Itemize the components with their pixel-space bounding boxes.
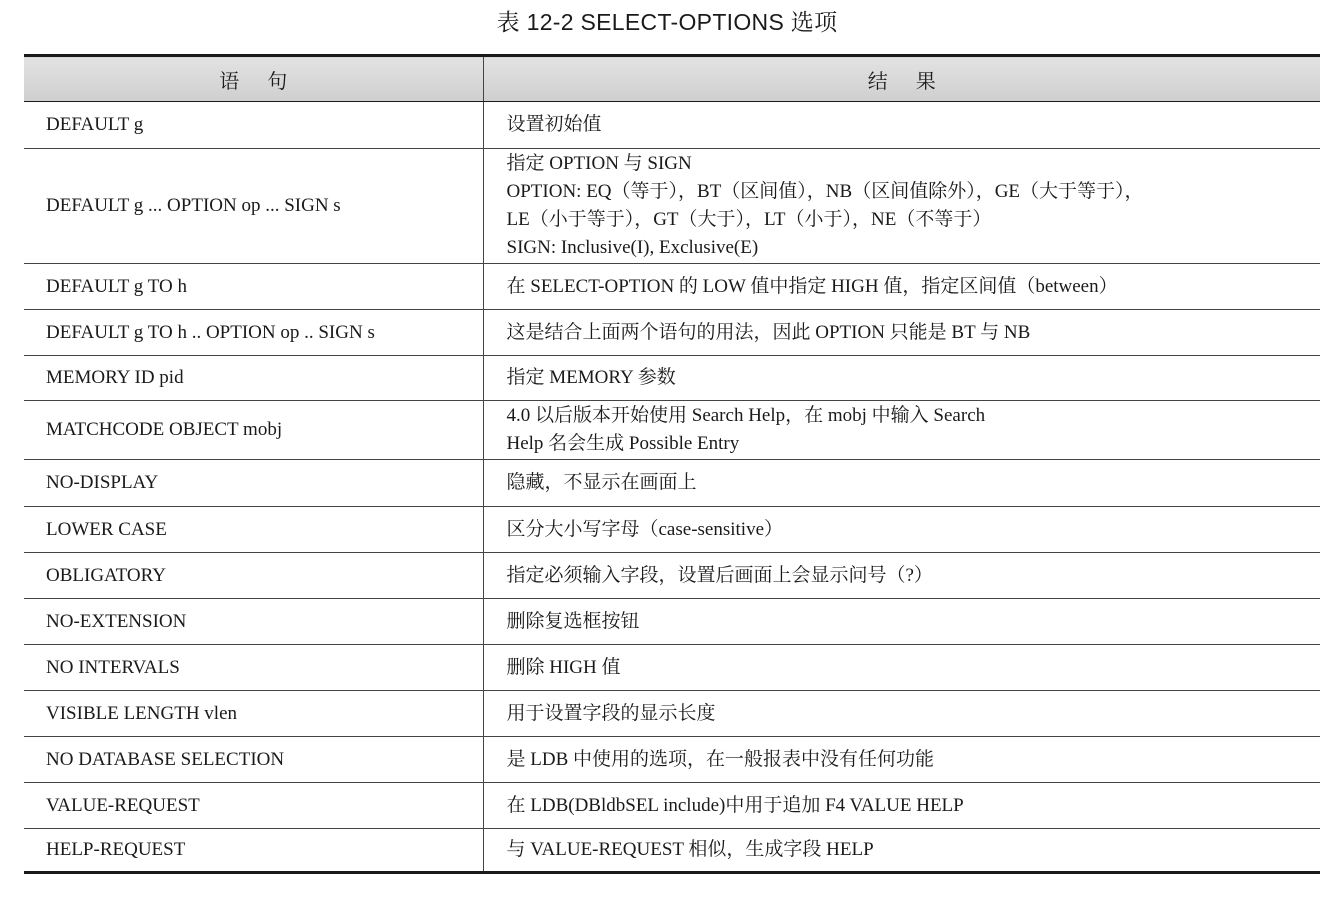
table-row xyxy=(24,599,1320,645)
select-options-table xyxy=(24,54,1320,874)
result-line: 删除复选框按钮 xyxy=(506,610,640,632)
result-cell xyxy=(483,356,1320,401)
result-line: 指定 OPTION 与 SIGN xyxy=(506,153,692,174)
result-line: OPTION: EQ（等于），BT（区间值），NB（区间值除外），GE（大于等于）， xyxy=(506,181,1144,202)
statement-cell: DEFAULT g TO h .. OPTION op .. SIGN s xyxy=(24,310,483,356)
result-cell xyxy=(483,102,1320,149)
statement-cell: VALUE-REQUEST xyxy=(24,783,483,829)
result-line: 是 LDB 中使用的选项，在一般报表中没有任何功能 xyxy=(506,748,935,770)
table-row xyxy=(24,645,1320,691)
result-line: 指定必须输入字段，设置后画面上会显示问号（?） xyxy=(506,564,933,586)
statement-cell: NO DATABASE SELECTION xyxy=(24,737,483,783)
statement-cell: NO-EXTENSION xyxy=(24,599,483,645)
result-line: 与 VALUE-REQUEST 相似，生成字段 HELP xyxy=(506,839,874,860)
statement-cell: OBLIGATORY xyxy=(24,553,483,599)
result-line: 在 LDB(DBldbSEL include)中用于追加 F4 VALUE HELP xyxy=(506,794,964,816)
statement-cell: MEMORY ID pid xyxy=(24,356,483,401)
result-line: 用于设置字段的显示长度 xyxy=(506,702,716,724)
statement-cell: DEFAULT g xyxy=(24,102,483,149)
statement-cell: MATCHCODE OBJECT mobj xyxy=(24,401,483,460)
table-row xyxy=(24,401,1320,460)
result-cell xyxy=(483,829,1320,873)
result-cell xyxy=(483,149,1320,264)
result-line: 这是结合上面两个语句的用法，因此 OPTION 只能是 BT 与 NB xyxy=(506,321,1031,343)
table-row xyxy=(24,783,1320,829)
result-cell xyxy=(483,737,1320,783)
result-line: 指定 MEMORY 参数 xyxy=(506,367,676,388)
header-result: 结果 xyxy=(483,56,1320,102)
statement-cell: LOWER CASE xyxy=(24,507,483,553)
result-line: 区分大小写字母（case-sensitive） xyxy=(506,518,784,540)
statement-cell: DEFAULT g ... OPTION op ... SIGN s xyxy=(24,149,483,264)
table-row xyxy=(24,264,1320,310)
result-line: SIGN: Inclusive(I), Exclusive(E) xyxy=(506,237,759,258)
table-row xyxy=(24,553,1320,599)
table-row xyxy=(24,102,1320,149)
result-cell xyxy=(483,401,1320,460)
header-statement: 语句 xyxy=(24,56,483,102)
statement-cell: NO-DISPLAY xyxy=(24,460,483,507)
result-line: 隐藏，不显示在画面上 xyxy=(506,472,697,493)
result-cell xyxy=(483,599,1320,645)
table-row xyxy=(24,507,1320,553)
table-row xyxy=(24,356,1320,401)
table-row xyxy=(24,460,1320,507)
result-cell xyxy=(483,460,1320,507)
table-row xyxy=(24,737,1320,783)
result-line: Help 名会生成 Possible Entry xyxy=(506,433,740,454)
table-row xyxy=(24,691,1320,737)
result-line: 设置初始值 xyxy=(506,114,602,135)
statement-cell: NO INTERVALS xyxy=(24,645,483,691)
result-cell xyxy=(483,264,1320,310)
result-line: 删除 HIGH 值 xyxy=(506,656,621,678)
table-row xyxy=(24,829,1320,873)
statement-cell: DEFAULT g TO h xyxy=(24,264,483,310)
result-line: LE（小于等于），GT（大于），LT（小于），NE（不等于） xyxy=(506,209,992,230)
table-header-row xyxy=(24,56,1320,102)
result-line: 4.0 以后版本开始使用 Search Help，在 mobj 中输入 Search xyxy=(506,405,986,426)
result-cell xyxy=(483,553,1320,599)
result-cell xyxy=(483,645,1320,691)
result-cell xyxy=(483,691,1320,737)
result-line: 在 SELECT-OPTION 的 LOW 值中指定 HIGH 值，指定区间值（between） xyxy=(506,275,1118,297)
table-body xyxy=(24,102,1320,873)
result-cell xyxy=(483,507,1320,553)
statement-cell: HELP-REQUEST xyxy=(24,829,483,873)
result-cell xyxy=(483,310,1320,356)
table-caption: 表 12-2 SELECT-OPTIONS 选项 xyxy=(496,9,838,35)
table-row xyxy=(24,149,1320,264)
table-row xyxy=(24,310,1320,356)
result-cell xyxy=(483,783,1320,829)
statement-cell: VISIBLE LENGTH vlen xyxy=(24,691,483,737)
